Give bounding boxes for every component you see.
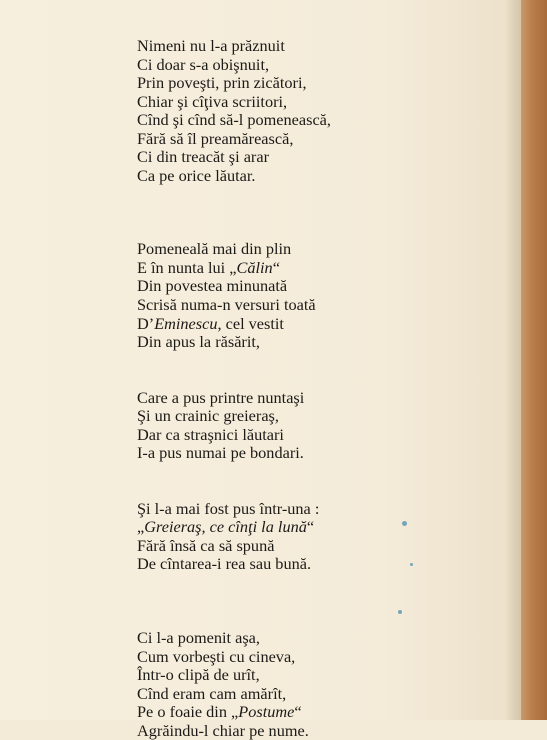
ink-spot: [398, 610, 402, 614]
poem-text: Pomeneală mai din plin: [137, 239, 292, 259]
book-spine: [521, 0, 547, 720]
stanza-5: [137, 629, 387, 740]
poem-text: D’: [137, 313, 155, 333]
poem-line: [137, 315, 387, 334]
poem-text: Prin poveşti, prin zicători,: [137, 73, 307, 93]
poem-line: [137, 426, 387, 445]
poem-text: Fără însă ca să spună: [137, 535, 275, 555]
poem-line: [137, 537, 387, 556]
poem-text: Dar ca straşnici lăutari: [137, 424, 284, 444]
poem-text: De cîntarea-i rea sau bună.: [137, 554, 312, 574]
stanza-2: [137, 240, 387, 351]
poem-text: Scrisă numa-n versuri toată: [137, 295, 316, 315]
poem-text: Ca pe orice lăutar.: [137, 165, 256, 185]
poem-text: Şi un crainic greieraş,: [137, 406, 279, 426]
poem-text: Agrăindu-l chiar pe nume.: [137, 720, 309, 740]
poem-italic-text: Călin: [236, 257, 273, 277]
poem: [137, 37, 387, 740]
poem-text: I-a pus numai pe bondari.: [137, 443, 304, 463]
poem-text: “: [306, 517, 315, 537]
poem-text: Nimeni nu l-a prăznuit: [137, 36, 285, 55]
poem-line: [137, 37, 387, 56]
poem-text: „: [137, 517, 145, 537]
poem-text: Din apus la răsărit,: [137, 332, 260, 352]
poem-text: , cel vestit: [217, 313, 284, 333]
poem-line: [137, 518, 387, 537]
poem-text: Ci doar s-a obişnuit,: [137, 54, 270, 74]
poem-line: [137, 444, 387, 463]
poem-text: “: [294, 702, 302, 722]
poem-line: [137, 648, 387, 667]
poem-line: [137, 703, 387, 722]
poem-line: [137, 555, 387, 574]
poem-line: [137, 296, 387, 315]
poem-text: Cînd eram cam amărît,: [137, 683, 287, 703]
poem-text: Chiar şi cîţiva scriitori,: [137, 91, 288, 111]
poem-line: [137, 111, 387, 130]
poem-text: Cum vorbeşti cu cineva,: [137, 646, 296, 666]
stanza-1: [137, 37, 387, 185]
poem-text: E în nunta lui „: [137, 257, 237, 277]
poem-text: Pe o foaie din „: [137, 702, 239, 722]
poem-line: [137, 666, 387, 685]
poem-text: Într-o clipă de urît,: [137, 665, 260, 685]
poem-line: [137, 722, 387, 740]
poem-italic-text: Postume: [238, 702, 295, 722]
poem-line: [137, 500, 387, 519]
poem-text: Fără să îl preamărească,: [137, 128, 294, 148]
stanza-3: [137, 389, 387, 463]
poem-italic-text: Greieraş, ce cînţi la lună: [144, 517, 307, 537]
poem-text: Din povestea minunată: [137, 276, 288, 296]
poem-line: [137, 259, 387, 278]
poem-line: [137, 277, 387, 296]
page-gutter-shadow: [505, 0, 521, 720]
poem-text: Ci l-a pomenit aşa,: [137, 628, 260, 648]
ink-spot: [402, 521, 407, 526]
poem-line: [137, 56, 387, 75]
poem-text: Care a pus printre nuntaşi: [137, 387, 305, 407]
poem-line: [137, 389, 387, 408]
poem-text: Ci din treacăt şi arar: [137, 147, 269, 167]
poem-line: [137, 130, 387, 149]
poem-line: [137, 407, 387, 426]
poem-line: [137, 240, 387, 259]
poem-line: [137, 685, 387, 704]
ink-spot: [410, 563, 413, 566]
poem-italic-text: Eminescu: [154, 313, 218, 333]
poem-line: [137, 333, 387, 352]
poem-text: Cînd şi cînd să-l pomenească,: [137, 110, 331, 130]
poem-text: Şi l-a mai fost pus într-una :: [137, 498, 320, 518]
poem-line: [137, 148, 387, 167]
poem-line: [137, 629, 387, 648]
poem-line: [137, 74, 387, 93]
stanza-4: [137, 500, 387, 574]
poem-line: [137, 167, 387, 186]
poem-line: [137, 93, 387, 112]
poem-text: “: [272, 257, 280, 277]
